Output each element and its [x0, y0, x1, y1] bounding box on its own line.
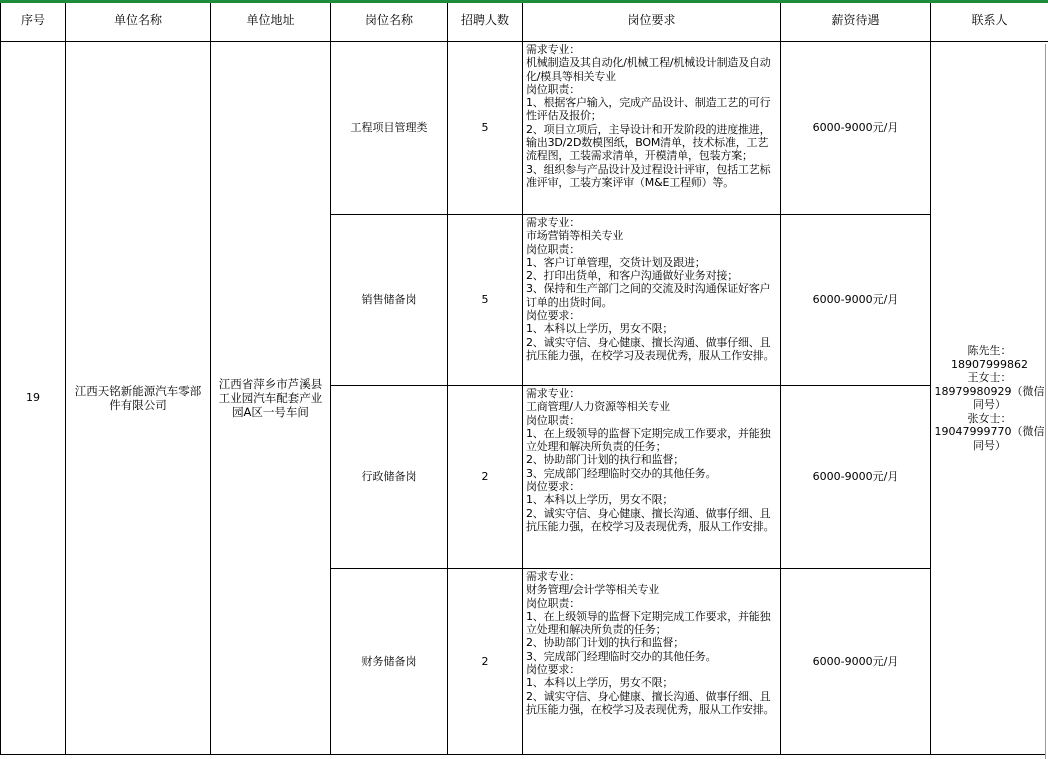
- header-company[interactable]: 单位名称: [66, 1, 211, 42]
- salary-cell[interactable]: 6000-9000元/月: [781, 215, 931, 386]
- header-requirements[interactable]: 岗位要求: [523, 1, 781, 42]
- requirements-cell[interactable]: 需求专业： 财务管理/会计学等相关专业 岗位职责： 1、在上级领导的监督下定期完成工作要求，并能独立处理和解决所负责的任务； 2、协助部门计划的执行和监督； 3、完成部门经理临时交办的其他任务。 岗位要求： 1、本科以上学历，男女不限； 2、诚实守信、身心健康、擅长沟通、做事仔细、且抗压能力强，在校学习及表现优秀，服从工作安排。: [523, 569, 781, 755]
- header-address[interactable]: 单位地址: [211, 1, 331, 42]
- requirements-cell[interactable]: 需求专业： 机械制造及其自动化/机械工程/机械设计制造及自动化/模具等相关专业 岗位职责： 1、根据客户输入，完成产品设计、制造工艺的可行性评估及报价； 2、项目立项后，主导设计和开发阶段的进度推进，输出3D/2D数模图纸，BOM清单，技术标准，工艺流程图，工装需求清单，开模清单，包装方案； 3、组织参与产品设计及过程设计评审，包括工艺标准评审，工装方案评审（M&E工程师）等。: [523, 42, 781, 215]
- top-rule: [0, 0, 1048, 3]
- requirements-cell[interactable]: 需求专业： 工商管理/人力资源等相关专业 岗位职责： 1、在上级领导的监督下定期完成工作要求，并能独立处理和解决所负责的任务； 2、协助部门计划的执行和监督； 3、完成部门经理临时交办的其他任务。 岗位要求： 1、本科以上学历，男女不限； 2、诚实守信、身心健康、擅长沟通、做事仔细、且抗压能力强，在校学习及表现优秀，服从工作安排。: [523, 386, 781, 569]
- position-cell[interactable]: 财务储备岗: [331, 569, 448, 755]
- position-cell[interactable]: 工程项目管理类: [331, 42, 448, 215]
- header-position[interactable]: 岗位名称: [331, 1, 448, 42]
- header-salary[interactable]: 薪资待遇: [781, 1, 931, 42]
- salary-cell[interactable]: 6000-9000元/月: [781, 569, 931, 755]
- address-cell[interactable]: 江西省萍乡市芦溪县工业园汽车配套产业园A区一号车间: [211, 42, 331, 755]
- seq-cell[interactable]: 19: [1, 42, 66, 755]
- header-count[interactable]: 招聘人数: [448, 1, 523, 42]
- salary-cell[interactable]: 6000-9000元/月: [781, 42, 931, 215]
- header-row: [1, 1, 1048, 42]
- salary-cell[interactable]: 6000-9000元/月: [781, 386, 931, 569]
- position-cell[interactable]: 销售储备岗: [331, 215, 448, 386]
- contact-cell[interactable]: 陈先生： 18907999862 王女士： 18979980929（微信同号） 张女士： 19047999770（微信同号）: [931, 42, 1048, 755]
- header-contact[interactable]: 联系人: [931, 1, 1048, 42]
- count-cell[interactable]: 5: [448, 215, 523, 386]
- company-cell[interactable]: 江西天铭新能源汽车零部件有限公司: [66, 42, 211, 755]
- position-cell[interactable]: 行政储备岗: [331, 386, 448, 569]
- count-cell[interactable]: 2: [448, 569, 523, 755]
- header-seq[interactable]: 序号: [1, 1, 66, 42]
- table-row: [1, 42, 1048, 215]
- count-cell[interactable]: 2: [448, 386, 523, 569]
- count-cell[interactable]: 5: [448, 42, 523, 215]
- requirements-cell[interactable]: 需求专业： 市场营销等相关专业 岗位职责： 1、客户订单管理，交货计划及跟进； 2、打印出货单，和客户沟通做好业务对接； 3、保持和生产部门之间的交流及时沟通保证好客户订单的出货时间。 岗位要求： 1、本科以上学历，男女不限； 2、诚实守信、身心健康、擅长沟通、做事仔细、且抗压能力强，在校学习及表现优秀，服从工作安排。: [523, 215, 781, 386]
